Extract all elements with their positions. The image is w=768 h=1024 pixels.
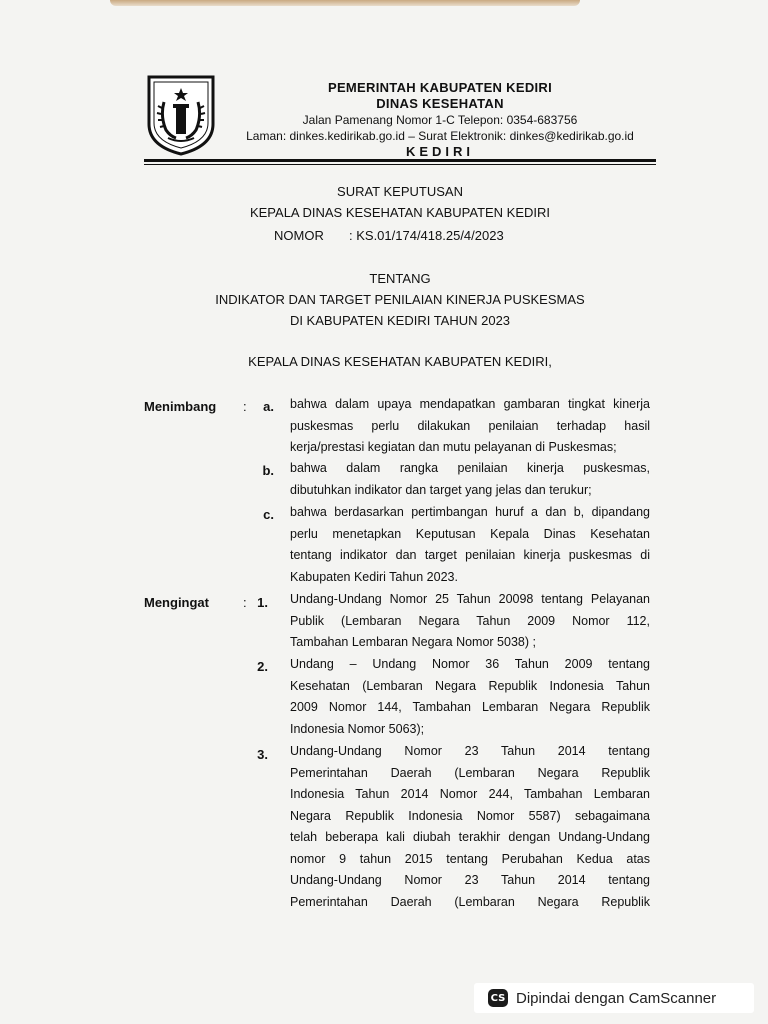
text-line: bahwa dalam upaya mendapatkan gambaran tingkat kinerja — [290, 397, 650, 411]
letterhead — [220, 80, 660, 160]
camscanner-text: Dipindai dengan CamScanner — [516, 989, 717, 1007]
text-line: Pemerintahan Daerah (Lembaran Negara Republik — [290, 765, 650, 780]
camscanner-icon: CS — [488, 989, 508, 1007]
decree-number-label: NOMOR — [274, 228, 324, 243]
decree-number-value: : KS.01/174/418.25/4/2023 — [349, 228, 504, 243]
letterhead-rule-thin — [144, 164, 656, 165]
text-line: perlu menetapkan Keputusan Kepala Dinas Kesehatan — [290, 526, 650, 541]
text-line: Indonesia Tahun 2014 Nomor 244, Tambahan Lembaran — [290, 787, 650, 801]
text-line: bahwa dalam rangka penilaian kinerja puskesmas, — [290, 461, 650, 475]
letterhead-rule-thick — [144, 159, 656, 162]
subject-line-2: DI KABUPATEN KEDIRI TAHUN 2023 — [289, 313, 511, 328]
text-line: nomor 9 tahun 2015 tentang Perubahan Kedua atas — [290, 851, 650, 866]
menimbang-mark-c: c. — [263, 507, 274, 522]
text-line: kerja/prestasi kegiatan dan mutu pelayanan di Puskesmas; — [290, 440, 617, 454]
letterhead-government: PEMERINTAH KABUPATEN KEDIRI — [327, 80, 553, 95]
decree-issuer: KEPALA DINAS KESEHATAN KABUPATEN KEDIRI — [249, 205, 551, 220]
letterhead-city: KEDIRI — [405, 144, 475, 159]
mengingat-item-2 — [290, 654, 650, 740]
official-heading: KEPALA DINAS KESEHATAN KABUPATEN KEDIRI, — [248, 354, 552, 369]
mengingat-mark-3: 3. — [257, 747, 268, 762]
subject-line-1: INDIKATOR DAN TARGET PENILAIAN KINERJA PUSKESMAS — [215, 292, 585, 307]
letterhead-agency: DINAS KESEHATAN — [376, 96, 504, 111]
text-line: Publik (Lembaran Negara Tahun 2009 Nomor 112, — [290, 613, 650, 628]
menimbang-colon: : — [243, 399, 247, 414]
text-line: Kabupaten Kediri Tahun 2023. — [290, 569, 458, 584]
menimbang-mark-b: b. — [262, 463, 274, 478]
text-line: Indonesia Nomor 5063); — [290, 721, 425, 736]
mengingat-item-1 — [290, 589, 650, 654]
text-line: Tambahan Lembaran Negara Nomor 5038) ; — [290, 635, 536, 649]
text-line: Undang-Undang Nomor 23 Tahun 2014 tentang — [290, 744, 650, 758]
text-line: puskesmas perlu dilakukan penilaian terhadap hasil — [290, 418, 650, 433]
tentang-heading: TENTANG — [369, 271, 431, 286]
mengingat-label: Mengingat — [144, 595, 209, 610]
text-line: Undang – Undang Nomor 36 Tahun 2009 tentang — [290, 657, 650, 671]
menimbang-item-a — [290, 394, 650, 459]
decree-title: SURAT KEPUTUSAN — [337, 184, 463, 199]
mengingat-colon: : — [243, 595, 247, 610]
text-line: Negara Republik Indonesia Nomor 5587) sebagaimana — [290, 808, 650, 823]
text-line: Undang-Undang Nomor 23 Tahun 2014 tentang — [290, 873, 650, 887]
mengingat-item-3 — [290, 741, 650, 913]
text-line: Undang-Undang Nomor 25 Tahun 20098 tentang Pelayanan — [290, 592, 650, 606]
text-line: bahwa berdasarkan pertimbangan huruf a dan b, dipandang — [290, 505, 650, 519]
mengingat-mark-2: 2. — [257, 659, 268, 674]
text-line: Kesehatan (Lembaran Negara Republik Indonesia Tahun — [290, 678, 650, 693]
menimbang-item-c — [290, 502, 650, 588]
text-line: 2009 Nomor 144, Tambahan Lembaran Negara Republik — [290, 700, 650, 714]
letterhead-address: Jalan Pamenang Nomor 1-C Telepon: 0354-683756 — [302, 113, 578, 127]
menimbang-item-b — [290, 458, 650, 501]
letterhead-contacts: Laman: dinkes.kedirikab.go.id – Surat Elektronik: dinkes@kedirikab.go.id — [246, 129, 634, 143]
text-line: telah beberapa kali diubah terakhir dengan Undang-Undang — [290, 830, 650, 844]
text-line: Pemerintahan Daerah (Lembaran Negara Republik — [290, 894, 650, 909]
camscanner-watermark — [474, 983, 754, 1013]
text-line: dibutuhkan indikator dan target yang jelas dan terukur; — [290, 482, 592, 497]
menimbang-mark-a: a. — [263, 399, 274, 414]
mengingat-mark-1: 1. — [257, 595, 268, 610]
kediri-coat-of-arms-logo — [146, 74, 216, 156]
text-line: tentang indikator dan target penilaian kinerja puskesmas di — [290, 548, 650, 562]
menimbang-label: Menimbang — [144, 399, 217, 414]
